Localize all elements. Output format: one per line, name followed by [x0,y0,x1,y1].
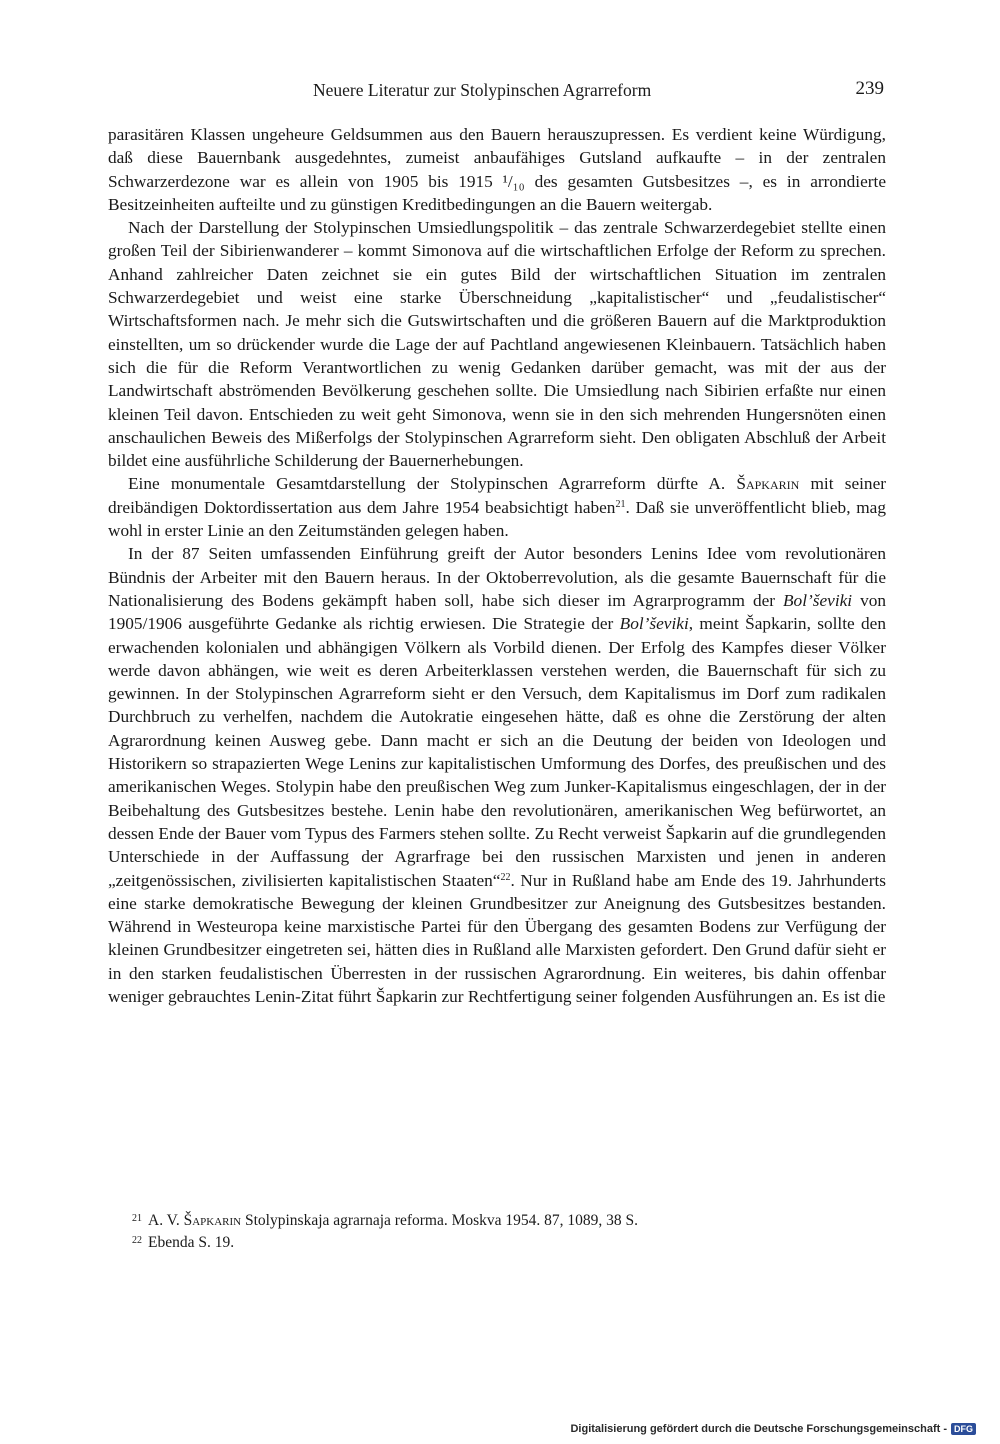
running-header [108,80,886,106]
footnote-22 [108,1232,886,1254]
footnotes [108,1210,886,1254]
footnote-mark: 21 [132,1213,142,1224]
paragraph-3 [108,472,886,542]
running-title: Neuere Literatur zur Stolypinschen Agrarreform [313,80,652,100]
footnote-citation: Stolypinskaja agrarnaja reforma. Moskva 1954. 87, 1089, 38 S. [241,1212,639,1229]
author-name-sapkarin: Šapkarin [736,474,800,494]
paragraph-4 [108,542,886,1008]
page-number: 239 [855,78,884,99]
paragraph-3-text-a: Eine monumentale Gesamtdarstellung der Stolypinschen Agrarreform dürfte A. [128,474,737,494]
footnote-ref-21[interactable]: 21 [615,498,626,510]
paragraph-2: Nach der Darstellung der Stolypinschen Umsiedlungspolitik – das zentrale Schwarzerdegebiet stellte einen großen Teil der Sibirienwanderer – kommt Simonova auf die wirtschaftlichen Erfolge der Reform zu sprechen. Anhand zahlreicher Daten zeichnet sie ein gutes Bild der wirtschaftlichen Situation im zentralen Schwarzerdegebiet und weist eine starke Überschneidung „kapitalistischer“ und „feudalistischer“ Wirtschaftsformen nach. Je mehr sich die Gutswirtschaften und die größeren Bauern auf die Marktproduktion einstellten, um so drückender wurde die Lage der auf Pachtland angewiesenen Kleinbauern. Tatsächlich haben sich die für die Reform Verantwortlichen zu wenig Gedanken darüber gemacht, was mit der aus der Landwirtschaft abströmenden Bevölkerung geschehen sollte. Die Umsiedlung nach Sibirien erfaßte nur einen kleinen Teil davon. Entschieden zu weit geht Simonova, wenn sie in den sich mehrenden Hungersnöten einen anschaulichen Beweis des Mißerfolgs der Stolypinschen Agrarreform sieht. Den obligaten Abschluß der Arbeit bildet eine ausführliche Schilderung der Bauernerhebungen. [108,218,886,471]
digitization-credit [570,1420,976,1438]
footnote-author-initials: A. V. [148,1212,184,1229]
paragraph-4-text-a: In der 87 Seiten umfassenden Einführung greift der Autor besonders Lenins Idee vom revolutionären Bündnis der Arbeiter mit den Bauern heraus. In der Oktoberrevolution, als die gesamte Bauernschaft für die Nationalisierung des Bodens gekämpft haben soll, habe sich dieser im Agrarprogramm der [108,544,886,610]
paragraph-3-text-b: mit seiner dreibändigen Doktordissertation aus dem Jahre 1954 beabsichtigt haben [108,474,886,517]
paragraph-4-text-b: von 1905/1906 ausgeführte Gedanke als richtig erwiesen. Die Strategie der [108,590,886,634]
term-bolseviki-1: Bol’ševiki [783,590,853,610]
footnote-author-name: Šapkarin [183,1212,242,1229]
footnote-mark: 22 [132,1235,142,1246]
paragraph-1: parasitären Klassen ungeheure Geldsummen aus den Bauern herauszupressen. Es verdient keine Würdigung, daß diese Bauernbank ausgedehntes, zumeist anbaufähiges Gutsland aufkaufte – in der zentralen Schwarzerdezone war es allein von 1905 bis 1915 ¹/₁₀ des gesamten Gutsbesitzes –, es in arrondierte Besitzeinheiten aufteilte und zu günstigen Kreditbedingungen an die Bauern weitergab. [108,125,886,214]
paragraph-4-text-d: . Nur in Rußland habe am Ende des 19. Jahrhunderts eine starke demokratische Bewegung der kleinen Grundbesitzer zur Aneignung des Gutsbesitzes bestanden. Während in Westeuropa keine marxistische Partei für den Übergang des gesamten Bodens zur Verfügung der kleinen Grundbesitzer eingetreten sei, hätten dies in Rußland alle Marxisten gefordert. Den Grund dafür sieht er in den starken feudalistischen Überresten in der russischen Agrarordnung. Ein weiteres, bis dahin offenbar weniger gebrauchtes Lenin-Zitat führt Šapkarin zur Rechtfertigung seiner folgenden Ausführungen an. Es ist die [108,870,887,1006]
footnote-text: Ebenda S. 19. [148,1234,235,1251]
footnote-ref-22[interactable]: 22 [500,871,511,883]
body-text [108,123,886,1008]
paragraph-3-text-c: . Daß sie unveröffentlicht blieb, mag wohl in erster Linie an den Zeitumständen gelegen haben. [108,497,886,541]
dfg-logo-icon: DFG [951,1423,976,1435]
paragraph-4-text-c: , meint Šapkarin, sollte den erwachenden kolonialen und abhängigen Völkern als Vorbild dienen. Der Erfolg des Kampfes dieser Völker werde davon abhängen, wie weit es deren Arbeiterklassen verstehen werden, die Bauernschaft für sich zu gewinnen. In der Stolypinschen Agrarreform sieht er den Versuch, dem Kapitalismus im Dorf zum radikalen Durchbruch zu verhelfen, nachdem die Autokratie eingesehen hätte, daß es ohne die Zerstörung der alten Agrarordnung keinen Ausweg gebe. Dann macht er sich an die Deutung der beiden von Ideologen und Historikern so strapazierten Wege Lenins zur kapitalistischen Umformung des Dorfes, des preußischen und des amerikanischen Weges. Stolypin habe den preußischen Weg zum Junker-Kapitalismus eingeschlagen, der in der Beibehaltung des Gutsbesitzes bestehe. Lenin habe den revolutionären, amerikanischen Weg befürwortet, an dessen Ende der Bauer vom Typus des Farmers stehen sollte. Zu Recht verweist Šapkarin auf die grundlegenden Unterschiede in der Auffassung der Agrarfrage bei den russischen Marxisten und jenen in anderen „zeitgenössischen, zivilisierten kapitalistischen Staaten“ [108,614,886,890]
footnote-21 [108,1210,886,1232]
term-bolseviki-2: Bol’ševiki [619,614,689,634]
footnote-text [132,1212,638,1229]
credit-text: Digitalisierung gefördert durch die Deutsche Forschungsgemeinschaft - [570,1423,947,1435]
